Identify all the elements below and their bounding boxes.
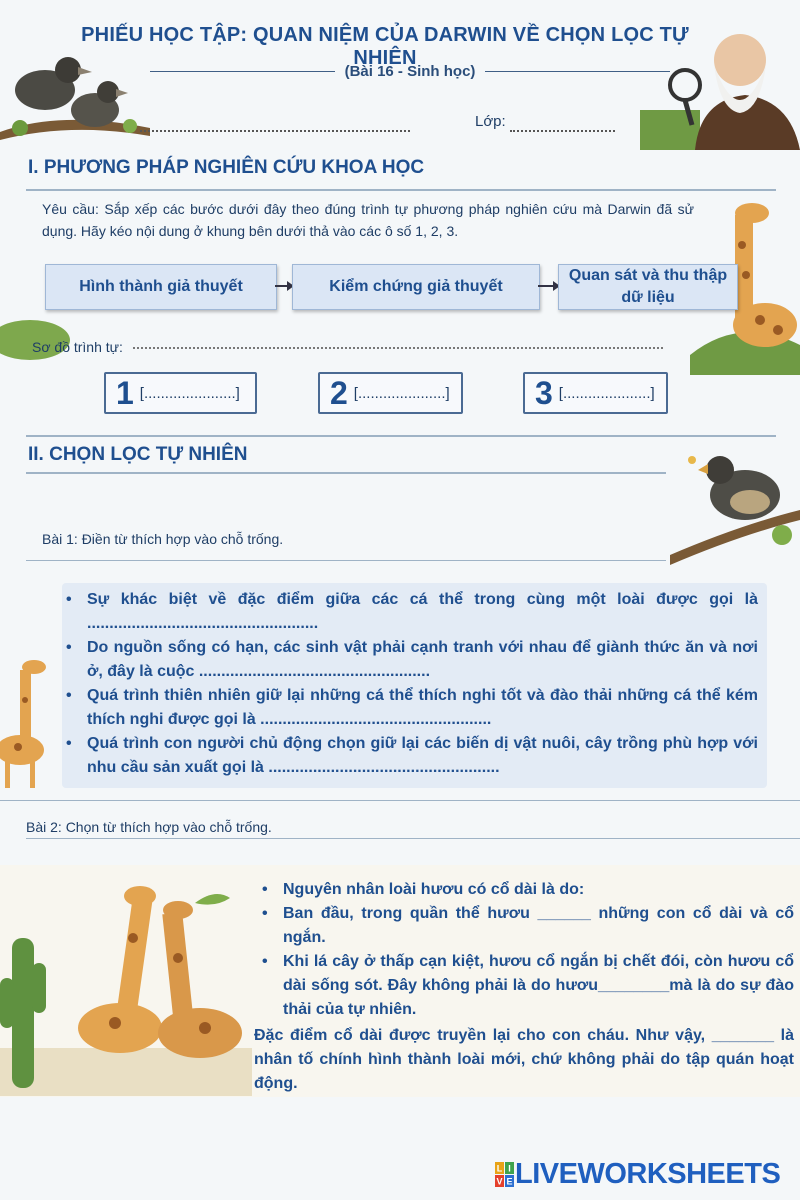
worksheet-title: PHIẾU HỌC TẬP: QUAN NIỆM CỦA DARWIN VỀ CHỌN LỌC TỰ NHIÊN (81, 24, 689, 69)
sequence-dots (133, 346, 663, 349)
step-card[interactable]: Quan sát và thu thập dữ liệu (558, 264, 738, 310)
section2-heading: II. CHỌN LỌC TỰ NHIÊN (28, 444, 248, 465)
subtitle-left-rule (150, 71, 335, 72)
section1-requirement: Yêu cầu: Sắp xếp các bước dưới đây theo đúng trình tự phương pháp nghiên cứu mà Darwin đã sử dụng. Hãy kéo nội dung ở khung bên dưới thả vào các ô số 1, 2, 3. (42, 201, 694, 239)
drop-slot-2[interactable] (318, 372, 463, 414)
cactus-arm (0, 978, 14, 1028)
logo-tile-letter: L (496, 1163, 503, 1173)
magnifying-glass-icon (670, 70, 700, 100)
logo-tile-letter: V (496, 1176, 503, 1186)
divider (0, 800, 800, 801)
sequence-label: Sơ đồ trình tự: (32, 339, 123, 355)
class-label: Lớp: (475, 113, 506, 130)
leaf-cluster (12, 120, 28, 136)
giraffe-spot (199, 1022, 211, 1034)
finch-belly (730, 490, 770, 514)
step-card[interactable]: Kiểm chứng giả thuyết (292, 264, 540, 310)
drop-slot-3[interactable] (523, 372, 668, 414)
list-item[interactable]: • Khi lá cây ở thấp cạn kiệt, hươu cổ ngắn bị chết đói, còn hươu cổ dài sống sót. Đây không phải là do hươu________mà là do sự đào thải của tự nhiên. (254, 950, 794, 1022)
darwin-portrait (640, 15, 800, 150)
giraffe-body (158, 1008, 242, 1058)
leaf-cluster (772, 525, 792, 545)
finch-pair-illustration (0, 40, 150, 140)
list-item[interactable]: • Sự khác biệt về đặc điểm giữa các cá thể trong cùng một loài được gọi là .................................................... (62, 588, 758, 636)
section2-top-rule (26, 435, 776, 437)
arrow-right-icon (275, 285, 292, 287)
arrow-right-icon (538, 285, 558, 287)
small-giraffe-illustration (0, 655, 60, 790)
giraffe-spot (173, 953, 183, 963)
giraffe-body (733, 303, 797, 347)
subtitle-row (150, 58, 670, 84)
giraffe-spot (755, 315, 765, 325)
exercise2-rule (26, 838, 800, 839)
finch-head (706, 456, 734, 484)
giraffe-body (78, 1003, 162, 1053)
exercise1-instruction: Bài 1: Điền từ thích hợp vào chỗ trống. (42, 531, 284, 547)
giraffe-spot (128, 933, 138, 943)
exercise2-list (254, 878, 794, 1022)
giraffe-spot (109, 1017, 121, 1029)
exercise1-list (62, 588, 758, 780)
name-blank[interactable] (140, 118, 410, 132)
exercise2-instruction: Bài 2: Chọn từ thích hợp vào chỗ trống. (26, 819, 272, 835)
leaf-cluster (123, 119, 137, 133)
list-item[interactable]: • Do nguồn sống có hạn, các sinh vật phải cạnh tranh với nhau để giành thức ăn và nơi ở, đây là cuộc .................................................... (62, 636, 758, 684)
giraffes-cactus-illustration (0, 868, 252, 1096)
slot-blank: [......................] (139, 384, 240, 402)
exercise2-conclusion[interactable]: Đặc điểm cổ dài được truyền lại cho con cháu. Như vậy, _______ là nhân tố chính hình thành loài mới, chứ không phải do tập quán hoạt động. (254, 1027, 794, 1092)
cactus (12, 938, 34, 1088)
list-item[interactable]: • Quá trình thiên nhiên giữ lại những cá thể thích nghi tốt và đào thải những cá thể kém thích nghi được gọi là .................................................... (62, 684, 758, 732)
finch-head (55, 57, 81, 83)
giraffe-neck (117, 897, 152, 1009)
giraffe-spot (773, 325, 783, 335)
liveworksheets-logo-icon (495, 1162, 515, 1188)
giraffe-spot (22, 697, 28, 703)
exercise1-rule (26, 560, 666, 561)
slot-blank: [.....................] (558, 384, 655, 402)
cactus-arm (32, 963, 46, 1013)
finch-beak (116, 89, 128, 97)
logo-tile-letter: I (508, 1163, 511, 1173)
giraffe-head (22, 660, 46, 674)
giraffe-spot (742, 271, 750, 279)
giraffe-spot (738, 241, 746, 249)
giraffe-head (735, 203, 769, 223)
finch-beak (698, 464, 708, 474)
section1-heading: I. PHƯƠNG PHÁP NGHIÊN CỨU KHOA HỌC (28, 157, 425, 178)
finch-beak (78, 67, 92, 75)
subtitle: (Bài 16 - Sinh học) (344, 62, 476, 80)
giraffe-leg (30, 760, 35, 788)
slot-number: 2 (330, 374, 348, 411)
giraffe-head (124, 886, 156, 906)
giraffe-neck (20, 670, 31, 745)
list-item[interactable]: • Ban đầu, trong quần thể hươu ______ những con cổ dài và cổ ngắn. (254, 902, 794, 950)
seed-icon (688, 456, 696, 464)
slot-blank: [.....................] (353, 384, 450, 402)
giraffe-head (163, 901, 193, 919)
logo-text: LIVEWORKSHEETS (515, 1158, 781, 1190)
list-item[interactable]: • Nguyên nhân loài hươu có cổ dài là do: (254, 878, 794, 902)
slot-number: 3 (535, 374, 553, 411)
leaf (195, 894, 230, 905)
darwin-face (714, 34, 766, 86)
section1-rule (26, 189, 776, 191)
giraffe-neck (162, 912, 193, 1023)
logo-tile-letter: E (506, 1176, 513, 1186)
finch-on-branch-illustration (670, 440, 800, 570)
giraffe-spot (14, 743, 22, 751)
giraffe-leg (5, 760, 10, 788)
liveworksheets-logo[interactable] (495, 1158, 780, 1191)
slot-number: 1 (116, 374, 134, 411)
step-card[interactable]: Hình thành giả thuyết (45, 264, 277, 310)
list-item[interactable]: • Quá trình con người chủ động chọn giữ lại các biến dị vật nuôi, cây trồng phù hợp với nhu cầu sản xuất gọi là .................................................... (62, 732, 758, 780)
finch-head (97, 81, 119, 103)
section2-rule (26, 472, 666, 474)
class-blank[interactable] (510, 118, 615, 132)
drop-slot-1[interactable] (104, 372, 257, 414)
